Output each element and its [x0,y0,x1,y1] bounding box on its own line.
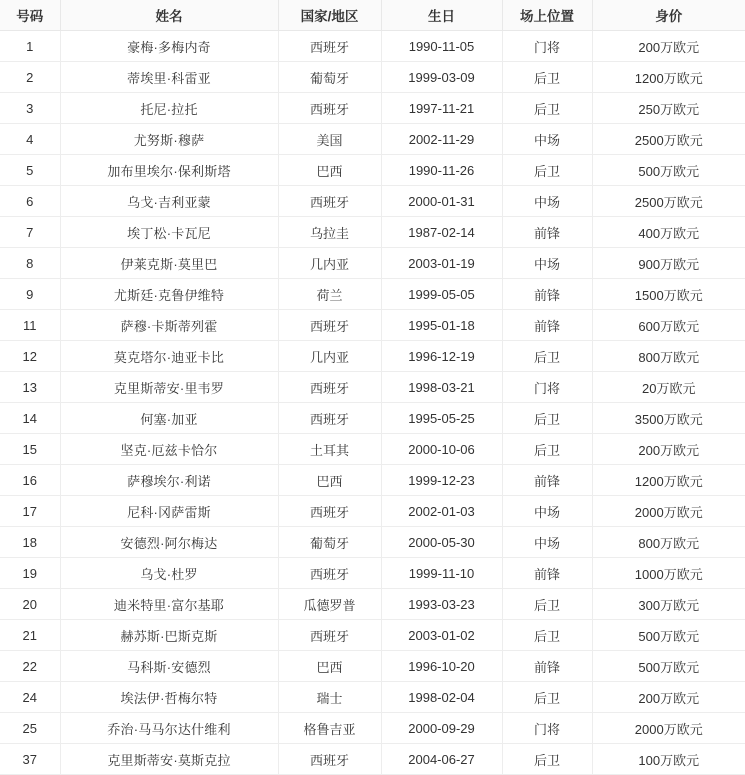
cell-birthday: 1996-12-19 [381,341,502,372]
table-row[interactable] [0,651,745,682]
cell-number: 6 [0,186,60,217]
table-row[interactable] [0,589,745,620]
cell-number: 21 [0,620,60,651]
cell-position: 前锋 [502,217,592,248]
cell-position: 前锋 [502,310,592,341]
cell-birthday: 2003-01-19 [381,248,502,279]
cell-position: 前锋 [502,279,592,310]
cell-position: 后卫 [502,341,592,372]
cell-name: 尼科·冈萨雷斯 [60,496,278,527]
cell-country: 西班牙 [278,496,381,527]
cell-birthday: 2000-01-31 [381,186,502,217]
cell-value: 250万欧元 [592,93,745,124]
column-header-birthday: 生日 [381,0,502,31]
cell-position: 中场 [502,186,592,217]
cell-value: 2000万欧元 [592,496,745,527]
cell-birthday: 2000-10-06 [381,434,502,465]
cell-number: 14 [0,403,60,434]
cell-position: 门将 [502,31,592,62]
cell-name: 托尼·拉托 [60,93,278,124]
cell-position: 后卫 [502,744,592,775]
cell-birthday: 2002-11-29 [381,124,502,155]
cell-position: 后卫 [502,93,592,124]
cell-name: 乌戈·杜罗 [60,558,278,589]
cell-country: 巴西 [278,651,381,682]
cell-number: 4 [0,124,60,155]
cell-country: 西班牙 [278,31,381,62]
cell-value: 500万欧元 [592,155,745,186]
table-row[interactable] [0,341,745,372]
cell-value: 1000万欧元 [592,558,745,589]
table-row[interactable] [0,434,745,465]
cell-value: 900万欧元 [592,248,745,279]
cell-number: 15 [0,434,60,465]
cell-birthday: 2002-01-03 [381,496,502,527]
cell-position: 后卫 [502,155,592,186]
cell-birthday: 1987-02-14 [381,217,502,248]
cell-name: 克里斯蒂安·里韦罗 [60,372,278,403]
cell-name: 马科斯·安德烈 [60,651,278,682]
cell-birthday: 1993-03-23 [381,589,502,620]
cell-number: 12 [0,341,60,372]
cell-number: 11 [0,310,60,341]
table-row[interactable] [0,31,745,62]
cell-birthday: 1990-11-05 [381,31,502,62]
cell-value: 800万欧元 [592,341,745,372]
cell-country: 几内亚 [278,248,381,279]
cell-position: 后卫 [502,403,592,434]
cell-value: 3500万欧元 [592,403,745,434]
cell-value: 2000万欧元 [592,713,745,744]
cell-birthday: 1999-05-05 [381,279,502,310]
cell-position: 中场 [502,248,592,279]
cell-name: 埃法伊·哲梅尔特 [60,682,278,713]
cell-position: 前锋 [502,465,592,496]
cell-number: 19 [0,558,60,589]
table-row[interactable] [0,620,745,651]
table-row[interactable] [0,310,745,341]
cell-number: 22 [0,651,60,682]
cell-country: 美国 [278,124,381,155]
column-header-value: 身价 [592,0,745,31]
cell-name: 尤努斯·穆萨 [60,124,278,155]
cell-value: 200万欧元 [592,31,745,62]
cell-number: 13 [0,372,60,403]
cell-country: 瑞士 [278,682,381,713]
cell-birthday: 2003-01-02 [381,620,502,651]
cell-name: 坚克·厄兹卡恰尔 [60,434,278,465]
cell-birthday: 1999-11-10 [381,558,502,589]
cell-name: 豪梅·多梅内奇 [60,31,278,62]
cell-position: 中场 [502,527,592,558]
cell-position: 门将 [502,713,592,744]
cell-country: 西班牙 [278,93,381,124]
cell-number: 8 [0,248,60,279]
cell-birthday: 2004-06-27 [381,744,502,775]
cell-country: 瓜德罗普 [278,589,381,620]
column-header-number: 号码 [0,0,60,31]
cell-country: 西班牙 [278,403,381,434]
cell-birthday: 1998-02-04 [381,682,502,713]
table-row[interactable] [0,248,745,279]
cell-birthday: 2000-09-29 [381,713,502,744]
cell-country: 西班牙 [278,558,381,589]
cell-country: 西班牙 [278,744,381,775]
table-row[interactable] [0,496,745,527]
table-row[interactable] [0,124,745,155]
cell-position: 后卫 [502,589,592,620]
cell-name: 伊莱克斯·莫里巴 [60,248,278,279]
cell-country: 葡萄牙 [278,527,381,558]
table-row[interactable] [0,155,745,186]
cell-country: 西班牙 [278,186,381,217]
cell-country: 土耳其 [278,434,381,465]
table-row[interactable] [0,744,745,775]
table-row[interactable] [0,558,745,589]
cell-value: 300万欧元 [592,589,745,620]
table-row[interactable] [0,682,745,713]
table-row[interactable] [0,465,745,496]
cell-number: 16 [0,465,60,496]
cell-country: 巴西 [278,155,381,186]
cell-birthday: 1996-10-20 [381,651,502,682]
cell-birthday: 1999-12-23 [381,465,502,496]
table-header [0,0,745,31]
cell-position: 门将 [502,372,592,403]
cell-number: 20 [0,589,60,620]
cell-country: 葡萄牙 [278,62,381,93]
cell-country: 西班牙 [278,310,381,341]
cell-value: 2500万欧元 [592,124,745,155]
cell-value: 600万欧元 [592,310,745,341]
cell-name: 萨穆·卡斯蒂列霍 [60,310,278,341]
cell-name: 蒂埃里·科雷亚 [60,62,278,93]
cell-number: 5 [0,155,60,186]
cell-value: 2500万欧元 [592,186,745,217]
table-row[interactable] [0,713,745,744]
column-header-position: 场上位置 [502,0,592,31]
cell-birthday: 1997-11-21 [381,93,502,124]
table-row[interactable] [0,372,745,403]
cell-country: 格鲁吉亚 [278,713,381,744]
cell-name: 迪米特里·富尔基耶 [60,589,278,620]
cell-value: 1200万欧元 [592,465,745,496]
cell-name: 赫苏斯·巴斯克斯 [60,620,278,651]
table-row[interactable] [0,217,745,248]
cell-name: 莫克塔尔·迪亚卡比 [60,341,278,372]
cell-birthday: 1998-03-21 [381,372,502,403]
cell-birthday: 1999-03-09 [381,62,502,93]
cell-birthday: 1995-01-18 [381,310,502,341]
cell-value: 200万欧元 [592,682,745,713]
column-header-name: 姓名 [60,0,278,31]
table-row[interactable] [0,186,745,217]
table-row[interactable] [0,527,745,558]
cell-name: 安德烈·阿尔梅达 [60,527,278,558]
cell-value: 1200万欧元 [592,62,745,93]
cell-number: 9 [0,279,60,310]
table-header-row [0,0,745,31]
cell-position: 后卫 [502,682,592,713]
cell-number: 17 [0,496,60,527]
cell-position: 中场 [502,124,592,155]
cell-name: 乌戈·吉利亚蒙 [60,186,278,217]
cell-country: 乌拉圭 [278,217,381,248]
cell-birthday: 1990-11-26 [381,155,502,186]
cell-value: 500万欧元 [592,620,745,651]
cell-number: 7 [0,217,60,248]
table-row[interactable] [0,403,745,434]
cell-value: 800万欧元 [592,527,745,558]
cell-number: 37 [0,744,60,775]
cell-position: 后卫 [502,434,592,465]
table-row[interactable] [0,279,745,310]
cell-name: 何塞·加亚 [60,403,278,434]
cell-number: 2 [0,62,60,93]
cell-name: 克里斯蒂安·莫斯克拉 [60,744,278,775]
cell-number: 1 [0,31,60,62]
column-header-country: 国家/地区 [278,0,381,31]
cell-country: 荷兰 [278,279,381,310]
cell-name: 乔治·马马尔达什维利 [60,713,278,744]
table-row[interactable] [0,93,745,124]
cell-position: 后卫 [502,62,592,93]
cell-position: 后卫 [502,620,592,651]
cell-number: 25 [0,713,60,744]
cell-birthday: 2000-05-30 [381,527,502,558]
cell-position: 中场 [502,496,592,527]
cell-number: 24 [0,682,60,713]
cell-value: 100万欧元 [592,744,745,775]
cell-name: 加布里埃尔·保利斯塔 [60,155,278,186]
cell-name: 尤斯廷·克鲁伊维特 [60,279,278,310]
table-body [0,31,745,775]
cell-number: 3 [0,93,60,124]
cell-value: 500万欧元 [592,651,745,682]
cell-birthday: 1995-05-25 [381,403,502,434]
cell-value: 200万欧元 [592,434,745,465]
cell-country: 西班牙 [278,620,381,651]
cell-country: 西班牙 [278,372,381,403]
cell-position: 前锋 [502,651,592,682]
cell-number: 18 [0,527,60,558]
cell-country: 巴西 [278,465,381,496]
cell-value: 400万欧元 [592,217,745,248]
cell-position: 前锋 [502,558,592,589]
table-row[interactable] [0,62,745,93]
cell-value: 1500万欧元 [592,279,745,310]
cell-name: 萨穆埃尔·利诺 [60,465,278,496]
cell-country: 几内亚 [278,341,381,372]
cell-name: 埃丁松·卡瓦尼 [60,217,278,248]
cell-value: 20万欧元 [592,372,745,403]
